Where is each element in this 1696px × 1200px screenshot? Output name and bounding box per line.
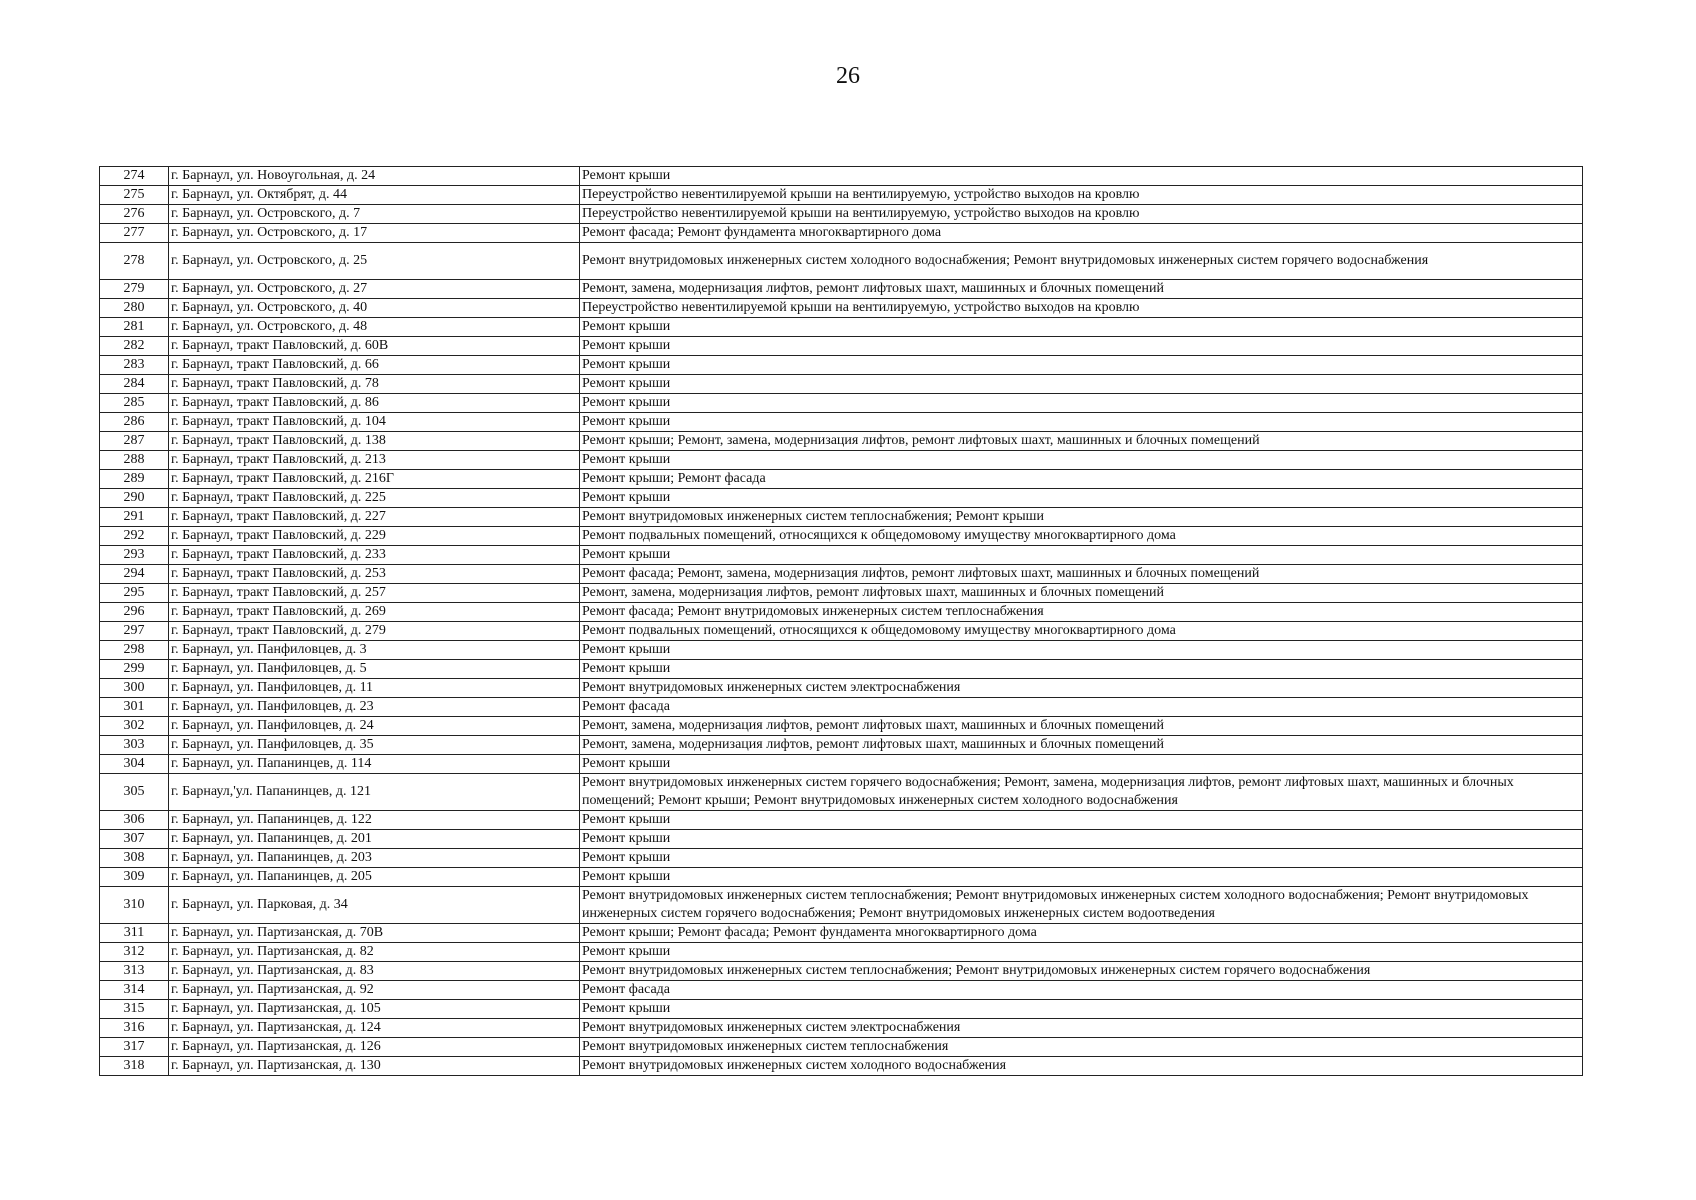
table-row bbox=[100, 1019, 1583, 1038]
works-cell: Ремонт крыши; Ремонт фасада bbox=[580, 470, 1583, 489]
row-number-cell: 316 bbox=[100, 1019, 169, 1038]
works-cell: Ремонт крыши bbox=[580, 394, 1583, 413]
row-number-cell: 312 bbox=[100, 943, 169, 962]
works-cell: Ремонт фасада bbox=[580, 981, 1583, 1000]
table-row bbox=[100, 337, 1583, 356]
row-number-cell: 318 bbox=[100, 1057, 169, 1076]
address-cell: г. Барнаул,'ул. Папанинцев, д. 121 bbox=[169, 774, 580, 811]
table-row bbox=[100, 924, 1583, 943]
address-cell: г. Барнаул, ул. Новоугольная, д. 24 bbox=[169, 167, 580, 186]
row-number-cell: 310 bbox=[100, 887, 169, 924]
page-number: 26 bbox=[836, 63, 860, 89]
table-row bbox=[100, 717, 1583, 736]
table-row bbox=[100, 224, 1583, 243]
works-cell: Ремонт крыши bbox=[580, 830, 1583, 849]
registry-table-wrapper bbox=[99, 166, 1583, 1076]
address-cell: г. Барнаул, ул. Панфиловцев, д. 3 bbox=[169, 641, 580, 660]
works-cell: Ремонт крыши bbox=[580, 356, 1583, 375]
row-number-cell: 306 bbox=[100, 811, 169, 830]
table-row bbox=[100, 205, 1583, 224]
row-number-cell: 302 bbox=[100, 717, 169, 736]
address-cell: г. Барнаул, тракт Павловский, д. 233 bbox=[169, 546, 580, 565]
address-cell: г. Барнаул, тракт Павловский, д. 213 bbox=[169, 451, 580, 470]
address-cell: г. Барнаул, ул. Панфиловцев, д. 23 bbox=[169, 698, 580, 717]
table-row bbox=[100, 508, 1583, 527]
row-number-cell: 300 bbox=[100, 679, 169, 698]
address-cell: г. Барнаул, тракт Павловский, д. 104 bbox=[169, 413, 580, 432]
works-cell: Ремонт крыши bbox=[580, 546, 1583, 565]
row-number-cell: 284 bbox=[100, 375, 169, 394]
table-row bbox=[100, 962, 1583, 981]
address-cell: г. Барнаул, тракт Павловский, д. 269 bbox=[169, 603, 580, 622]
row-number-cell: 298 bbox=[100, 641, 169, 660]
works-cell: Ремонт крыши bbox=[580, 1000, 1583, 1019]
works-cell: Ремонт фасада; Ремонт, замена, модернизация лифтов, ремонт лифтовых шахт, машинных и блочных помещений bbox=[580, 565, 1583, 584]
address-cell: г. Барнаул, тракт Павловский, д. 227 bbox=[169, 508, 580, 527]
table-row bbox=[100, 489, 1583, 508]
works-cell: Ремонт внутридомовых инженерных систем теплоснабжения; Ремонт внутридомовых инженерных систем холодного водоснабжения; Ремонт внутридомовых инженерных систем горячего водоснабжения; Ремонт внутридомовых инженерных систем водоотведения bbox=[580, 887, 1583, 924]
address-cell: г. Барнаул, ул. Партизанская, д. 70В bbox=[169, 924, 580, 943]
address-cell: г. Барнаул, тракт Павловский, д. 78 bbox=[169, 375, 580, 394]
works-cell: Ремонт крыши bbox=[580, 337, 1583, 356]
table-row bbox=[100, 546, 1583, 565]
table-row bbox=[100, 811, 1583, 830]
works-cell: Ремонт, замена, модернизация лифтов, ремонт лифтовых шахт, машинных и блочных помещений bbox=[580, 584, 1583, 603]
address-cell: г. Барнаул, тракт Павловский, д. 216Г bbox=[169, 470, 580, 489]
table-row bbox=[100, 299, 1583, 318]
table-row bbox=[100, 375, 1583, 394]
works-cell: Ремонт крыши bbox=[580, 660, 1583, 679]
table-row bbox=[100, 167, 1583, 186]
works-cell: Ремонт крыши bbox=[580, 641, 1583, 660]
table-row bbox=[100, 622, 1583, 641]
address-cell: г. Барнаул, ул. Партизанская, д. 124 bbox=[169, 1019, 580, 1038]
works-cell: Ремонт крыши bbox=[580, 849, 1583, 868]
row-number-cell: 283 bbox=[100, 356, 169, 375]
works-cell: Ремонт крыши bbox=[580, 943, 1583, 962]
row-number-cell: 313 bbox=[100, 962, 169, 981]
row-number-cell: 311 bbox=[100, 924, 169, 943]
works-cell: Ремонт крыши; Ремонт фасада; Ремонт фундамента многоквартирного дома bbox=[580, 924, 1583, 943]
row-number-cell: 303 bbox=[100, 736, 169, 755]
address-cell: г. Барнаул, ул. Островского, д. 40 bbox=[169, 299, 580, 318]
row-number-cell: 317 bbox=[100, 1038, 169, 1057]
row-number-cell: 276 bbox=[100, 205, 169, 224]
table-row bbox=[100, 470, 1583, 489]
row-number-cell: 309 bbox=[100, 868, 169, 887]
works-cell: Ремонт крыши bbox=[580, 755, 1583, 774]
address-cell: г. Барнаул, ул. Папанинцев, д. 203 bbox=[169, 849, 580, 868]
works-cell: Ремонт фасада; Ремонт фундамента многоквартирного дома bbox=[580, 224, 1583, 243]
row-number-cell: 315 bbox=[100, 1000, 169, 1019]
works-cell: Ремонт, замена, модернизация лифтов, ремонт лифтовых шахт, машинных и блочных помещений bbox=[580, 280, 1583, 299]
address-cell: г. Барнаул, ул. Панфиловцев, д. 35 bbox=[169, 736, 580, 755]
table-row bbox=[100, 527, 1583, 546]
works-cell: Ремонт крыши bbox=[580, 167, 1583, 186]
table-row bbox=[100, 679, 1583, 698]
row-number-cell: 278 bbox=[100, 243, 169, 280]
works-cell: Ремонт внутридомовых инженерных систем холодного водоснабжения bbox=[580, 1057, 1583, 1076]
table-row bbox=[100, 1038, 1583, 1057]
table-row bbox=[100, 660, 1583, 679]
works-cell: Ремонт внутридомовых инженерных систем электроснабжения bbox=[580, 1019, 1583, 1038]
table-row bbox=[100, 641, 1583, 660]
address-cell: г. Барнаул, тракт Павловский, д. 66 bbox=[169, 356, 580, 375]
row-number-cell: 288 bbox=[100, 451, 169, 470]
row-number-cell: 287 bbox=[100, 432, 169, 451]
row-number-cell: 294 bbox=[100, 565, 169, 584]
address-cell: г. Барнаул, тракт Павловский, д. 257 bbox=[169, 584, 580, 603]
row-number-cell: 274 bbox=[100, 167, 169, 186]
table-row bbox=[100, 774, 1583, 811]
row-number-cell: 314 bbox=[100, 981, 169, 1000]
table-row bbox=[100, 736, 1583, 755]
works-cell: Ремонт крыши; Ремонт, замена, модернизация лифтов, ремонт лифтовых шахт, машинных и блочных помещений bbox=[580, 432, 1583, 451]
registry-table bbox=[99, 166, 1583, 1076]
table-row bbox=[100, 565, 1583, 584]
works-cell: Ремонт фасада bbox=[580, 698, 1583, 717]
works-cell: Ремонт внутридомовых инженерных систем горячего водоснабжения; Ремонт, замена, модернизация лифтов, ремонт лифтовых шахт, машинных и блочных помещений; Ремонт крыши; Ремонт внутридомовых инженерных систем холодного водоснабжения bbox=[580, 774, 1583, 811]
table-row bbox=[100, 755, 1583, 774]
row-number-cell: 305 bbox=[100, 774, 169, 811]
row-number-cell: 308 bbox=[100, 849, 169, 868]
address-cell: г. Барнаул, ул. Панфиловцев, д. 24 bbox=[169, 717, 580, 736]
works-cell: Ремонт, замена, модернизация лифтов, ремонт лифтовых шахт, машинных и блочных помещений bbox=[580, 717, 1583, 736]
works-cell: Ремонт внутридомовых инженерных систем теплоснабжения; Ремонт крыши bbox=[580, 508, 1583, 527]
table-row bbox=[100, 943, 1583, 962]
table-row bbox=[100, 356, 1583, 375]
works-cell: Переустройство невентилируемой крыши на вентилируемую, устройство выходов на кровлю bbox=[580, 186, 1583, 205]
address-cell: г. Барнаул, ул. Партизанская, д. 105 bbox=[169, 1000, 580, 1019]
address-cell: г. Барнаул, тракт Павловский, д. 253 bbox=[169, 565, 580, 584]
address-cell: г. Барнаул, ул. Партизанская, д. 83 bbox=[169, 962, 580, 981]
address-cell: г. Барнаул, ул. Партизанская, д. 82 bbox=[169, 943, 580, 962]
address-cell: г. Барнаул, ул. Островского, д. 27 bbox=[169, 280, 580, 299]
table-row bbox=[100, 868, 1583, 887]
row-number-cell: 304 bbox=[100, 755, 169, 774]
works-cell: Ремонт подвальных помещений, относящихся к общедомовому имуществу многоквартирного дома bbox=[580, 622, 1583, 641]
address-cell: г. Барнаул, ул. Партизанская, д. 92 bbox=[169, 981, 580, 1000]
row-number-cell: 275 bbox=[100, 186, 169, 205]
row-number-cell: 292 bbox=[100, 527, 169, 546]
table-row bbox=[100, 887, 1583, 924]
address-cell: г. Барнаул, ул. Островского, д. 17 bbox=[169, 224, 580, 243]
table-row bbox=[100, 451, 1583, 470]
address-cell: г. Барнаул, ул. Октябрят, д. 44 bbox=[169, 186, 580, 205]
address-cell: г. Барнаул, тракт Павловский, д. 138 bbox=[169, 432, 580, 451]
table-row bbox=[100, 186, 1583, 205]
address-cell: г. Барнаул, тракт Павловский, д. 279 bbox=[169, 622, 580, 641]
row-number-cell: 281 bbox=[100, 318, 169, 337]
row-number-cell: 290 bbox=[100, 489, 169, 508]
table-row bbox=[100, 280, 1583, 299]
row-number-cell: 286 bbox=[100, 413, 169, 432]
works-cell: Ремонт крыши bbox=[580, 413, 1583, 432]
row-number-cell: 280 bbox=[100, 299, 169, 318]
works-cell: Ремонт внутридомовых инженерных систем теплоснабжения bbox=[580, 1038, 1583, 1057]
address-cell: г. Барнаул, тракт Павловский, д. 60В bbox=[169, 337, 580, 356]
address-cell: г. Барнаул, ул. Парковая, д. 34 bbox=[169, 887, 580, 924]
address-cell: г. Барнаул, тракт Павловский, д. 86 bbox=[169, 394, 580, 413]
address-cell: г. Барнаул, ул. Панфиловцев, д. 5 bbox=[169, 660, 580, 679]
address-cell: г. Барнаул, ул. Папанинцев, д. 205 bbox=[169, 868, 580, 887]
table-row bbox=[100, 584, 1583, 603]
works-cell: Ремонт фасада; Ремонт внутридомовых инженерных систем теплоснабжения bbox=[580, 603, 1583, 622]
table-row bbox=[100, 413, 1583, 432]
works-cell: Ремонт подвальных помещений, относящихся к общедомовому имуществу многоквартирного дома bbox=[580, 527, 1583, 546]
address-cell: г. Барнаул, ул. Папанинцев, д. 201 bbox=[169, 830, 580, 849]
table-row bbox=[100, 1057, 1583, 1076]
row-number-cell: 291 bbox=[100, 508, 169, 527]
table-row bbox=[100, 849, 1583, 868]
address-cell: г. Барнаул, ул. Островского, д. 7 bbox=[169, 205, 580, 224]
table-row bbox=[100, 318, 1583, 337]
row-number-cell: 301 bbox=[100, 698, 169, 717]
address-cell: г. Барнаул, ул. Папанинцев, д. 122 bbox=[169, 811, 580, 830]
row-number-cell: 277 bbox=[100, 224, 169, 243]
table-row bbox=[100, 394, 1583, 413]
address-cell: г. Барнаул, тракт Павловский, д. 225 bbox=[169, 489, 580, 508]
works-cell: Ремонт крыши bbox=[580, 375, 1583, 394]
table-row bbox=[100, 830, 1583, 849]
row-number-cell: 296 bbox=[100, 603, 169, 622]
works-cell: Ремонт крыши bbox=[580, 868, 1583, 887]
works-cell: Ремонт внутридомовых инженерных систем теплоснабжения; Ремонт внутридомовых инженерных систем горячего водоснабжения bbox=[580, 962, 1583, 981]
works-cell: Ремонт крыши bbox=[580, 318, 1583, 337]
row-number-cell: 307 bbox=[100, 830, 169, 849]
address-cell: г. Барнаул, ул. Папанинцев, д. 114 bbox=[169, 755, 580, 774]
works-cell: Ремонт крыши bbox=[580, 489, 1583, 508]
works-cell: Ремонт крыши bbox=[580, 451, 1583, 470]
row-number-cell: 297 bbox=[100, 622, 169, 641]
table-row bbox=[100, 603, 1583, 622]
address-cell: г. Барнаул, ул. Панфиловцев, д. 11 bbox=[169, 679, 580, 698]
works-cell: Ремонт, замена, модернизация лифтов, ремонт лифтовых шахт, машинных и блочных помещений bbox=[580, 736, 1583, 755]
row-number-cell: 279 bbox=[100, 280, 169, 299]
works-cell: Ремонт внутридомовых инженерных систем электроснабжения bbox=[580, 679, 1583, 698]
row-number-cell: 289 bbox=[100, 470, 169, 489]
table-row bbox=[100, 1000, 1583, 1019]
row-number-cell: 285 bbox=[100, 394, 169, 413]
address-cell: г. Барнаул, ул. Партизанская, д. 126 bbox=[169, 1038, 580, 1057]
table-row bbox=[100, 698, 1583, 717]
row-number-cell: 293 bbox=[100, 546, 169, 565]
address-cell: г. Барнаул, ул. Островского, д. 25 bbox=[169, 243, 580, 280]
address-cell: г. Барнаул, ул. Островского, д. 48 bbox=[169, 318, 580, 337]
row-number-cell: 295 bbox=[100, 584, 169, 603]
row-number-cell: 299 bbox=[100, 660, 169, 679]
table-row bbox=[100, 981, 1583, 1000]
registry-table-body bbox=[100, 167, 1583, 1076]
row-number-cell: 282 bbox=[100, 337, 169, 356]
works-cell: Ремонт крыши bbox=[580, 811, 1583, 830]
table-row bbox=[100, 243, 1583, 280]
address-cell: г. Барнаул, ул. Партизанская, д. 130 bbox=[169, 1057, 580, 1076]
address-cell: г. Барнаул, тракт Павловский, д. 229 bbox=[169, 527, 580, 546]
works-cell: Ремонт внутридомовых инженерных систем холодного водоснабжения; Ремонт внутридомовых инженерных систем горячего водоснабжения bbox=[580, 243, 1583, 280]
works-cell: Переустройство невентилируемой крыши на вентилируемую, устройство выходов на кровлю bbox=[580, 205, 1583, 224]
table-row bbox=[100, 432, 1583, 451]
works-cell: Переустройство невентилируемой крыши на вентилируемую, устройство выходов на кровлю bbox=[580, 299, 1583, 318]
